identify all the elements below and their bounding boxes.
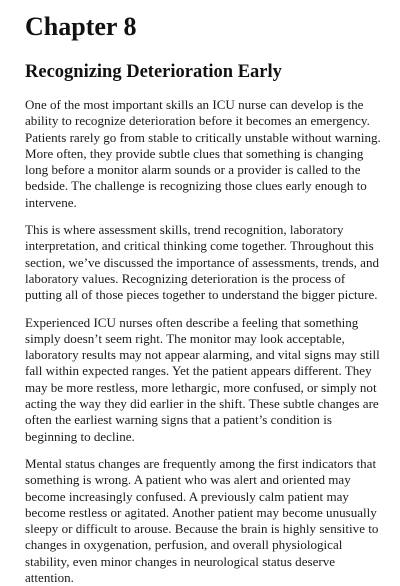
body-paragraph-2: This is where assessment skills, trend recognition, laboratory interpretation, and critical thinking come together. Throughout this section, we’ve discussed the importance of assessments, trends, and laboratory values. Recognizing deterioration is the process of putting all of those pieces together to understand the bigger picture. [25,222,379,303]
body-paragraph-4: Mental status changes are frequently among the first indicators that something is wrong. A patient who was alert and oriented may become increasingly confused. A previously calm patient may become restless or agitated. Another patient may become unusually sleepy or difficult to arouse. Because the brain is highly sensitive to changes in oxygenation, perfusion, and overall physiological stability, even minor changes in neurological status deserve attention. [25,455,379,586]
document-page [25,12,383,586]
body-paragraph-3: Experienced ICU nurses often describe a feeling that something simply doesn’t seem right. The monitor may look acceptable, laboratory results may not appear alarming, and vital signs may still fall within expected ranges. Yet the patient appears different. They may be more restless, more lethargic, more confused, or simply not acting the way they did earlier in the shift. These subtle changes are often the earliest warning signs that a patient’s condition is beginning to decline. [25,314,380,444]
section-title: Recognizing Deterioration Early [25,62,282,82]
body-paragraph-1: One of the most important skills an ICU nurse can develop is the ability to recognize deterioration before it becomes an emergency. Patients rarely go from stable to critically unstable without warning. More often, they provide subtle clues that something is changing long before a monitor alarm sounds or a provider is called to the bedside. The challenge is recognizing those clues early enough to intervene. [25,97,381,210]
chapter-title: Chapter 8 [25,12,137,41]
